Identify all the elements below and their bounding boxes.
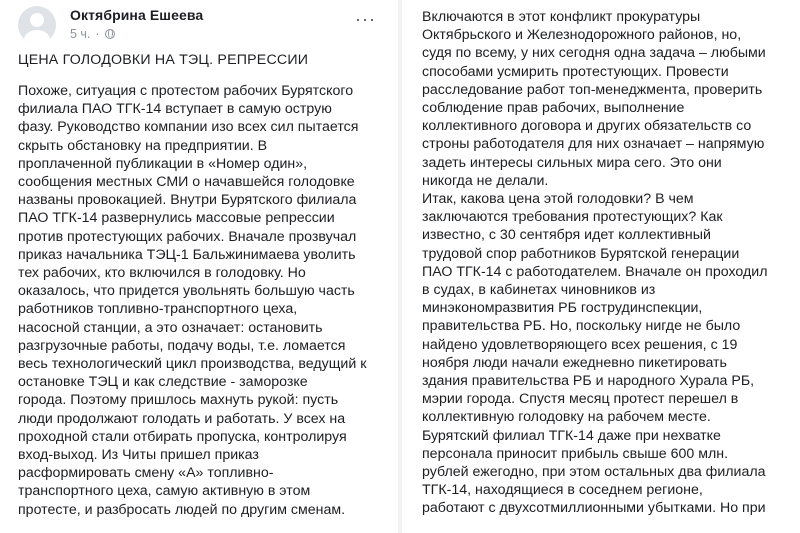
text-line: фазу. Руководство компании изо всех сил пытается: [18, 119, 359, 136]
text-line: против протестующих рабочих. Вначале прозвучал: [18, 228, 357, 245]
text-line: правительства РБ. Но, поскольку нигде не было: [422, 318, 741, 335]
text-line: расформировать смену «А» топливно-: [18, 465, 274, 482]
text-line: транспортного цеха, самую активную в этом: [18, 483, 311, 500]
text-line: работников топливно-транспортного цеха,: [18, 301, 298, 318]
text-line: разгрузочные работы, подачу воды, т.е. ломается: [18, 337, 346, 354]
more-options-icon[interactable]: ···: [355, 9, 376, 29]
text-line: вход-выход. Из Читы пришел приказ: [18, 447, 259, 464]
text-line: Похоже, ситуация с протестом рабочих Бурятского: [18, 83, 354, 99]
text-line: заключаются требования протестующих? Как: [422, 209, 723, 226]
text-line: филиала ПАО ТГК-14 вступает в самую острую: [18, 101, 332, 118]
text-line: мэрии города. Спустя месяц протест перешел в: [422, 391, 739, 408]
text-line: минэкономразвития РБ гострудинспекции,: [422, 300, 703, 317]
avatar[interactable]: [18, 6, 56, 44]
text-line: работают с двухсотмиллионными убытками. Но при: [422, 500, 766, 517]
text-line: здания правительства РБ и народного Хурала РБ,: [422, 373, 755, 390]
post-meta: [70, 27, 115, 41]
post-title: ЦЕНА ГОЛОДОВКИ НА ТЭЦ. РЕПРЕССИИ: [18, 52, 309, 68]
author-name[interactable]: Октябрина Ешеева: [70, 7, 204, 23]
post-panel-right: [402, 0, 800, 533]
text-line: ТГК-14, находящиеся в соседнем регионе,: [422, 482, 703, 499]
text-line: проплаченной публикации в «Номер один»,: [18, 155, 308, 172]
text-line: скрыть обстановку на предприятии. В: [18, 137, 268, 154]
text-line: рублей ежегодно, при этом остальных два филиала: [422, 464, 766, 481]
text-line: трудовой спор работников Бурятской генерации: [422, 245, 740, 262]
text-line: судя по всему, у них сегодня одна задача – любыми: [422, 45, 766, 62]
post-timestamp[interactable]: 5 ч.: [70, 27, 91, 41]
post-panel-left: [0, 0, 398, 533]
post-text-left: [18, 82, 390, 519]
text-line: тех рабочих, кто включился в голодовку. Но: [18, 265, 306, 282]
text-line: расследование работ топ-менеджмента, проверить: [422, 81, 763, 98]
text-line: способами усмирить протестующих. Провести: [422, 63, 729, 80]
text-line: никогда не делали.: [422, 172, 549, 189]
post-header: [18, 6, 380, 42]
text-line: оказалось, что придется увольнять большую часть: [18, 283, 355, 300]
text-line: сообщения местных СМИ о начавшейся голодовке: [18, 174, 355, 191]
text-line: соблюдение прав рабочих, выполнение: [422, 100, 685, 117]
text-line: протесте, и разбросать людей по другим сменам.: [18, 501, 346, 518]
text-line: персонала приносит прибыль свыше 600 млн.: [422, 445, 729, 462]
text-line: Итак, какова цена этой голодовки? В чем: [422, 191, 694, 208]
text-line: ПАО ТГК-14 развернулись массовые репрессии: [18, 210, 335, 227]
text-line: названы провокацией. Внутри Бурятского филиала: [18, 192, 357, 209]
text-line: известно, с 30 сентября идет коллективный: [422, 227, 711, 244]
text-line: найдено удовлетворяющего всех решения, с 19: [422, 336, 738, 353]
text-line: проходной стали отбирать пропуска, контролируя: [18, 428, 347, 445]
post-text-right: [422, 8, 792, 518]
avatar-body-shape: [24, 30, 50, 44]
text-line: Бурятский филиал ТГК-14 даже при нехватке: [422, 427, 721, 444]
text-line: Октябрьского и Железнодорожного районов, но,: [422, 27, 742, 44]
text-line: насосной станции, а это означает: остановить: [18, 319, 323, 336]
text-line: Включаются в этот конфликт прокуратуры: [422, 9, 701, 25]
text-line: ПАО ТГК-14 с работодателем. Вначале он проходил: [422, 263, 768, 280]
text-line: остановке ТЭЦ и как следствие - заморозке: [18, 374, 308, 391]
text-line: в судах, в кабинетах чиновников из: [422, 282, 656, 299]
text-line: ноября люди начали ежедневно пикетировать: [422, 354, 727, 371]
text-line: задеть интересы сильных мира сего. Это они: [422, 154, 722, 171]
text-line: города. Поэтому пришлось махнуть рукой: пусть: [18, 392, 339, 409]
text-line: строны работодателя для них означает – напрямую: [422, 136, 765, 153]
globe-icon[interactable]: [105, 29, 115, 39]
text-line: коллективную голодовку на рабочем месте.: [422, 409, 711, 426]
text-line: коллективного договора и других обязательств со: [422, 118, 752, 135]
text-line: приказ начальника ТЭЦ-1 Бальжинимаева уволить: [18, 246, 356, 263]
text-line: люди продолжают голодать и работать. У всех на: [18, 410, 346, 427]
avatar-head-shape: [30, 13, 44, 27]
meta-separator: ·: [95, 27, 100, 41]
text-line: весь технологический цикл производства, ведущий к: [18, 356, 367, 373]
